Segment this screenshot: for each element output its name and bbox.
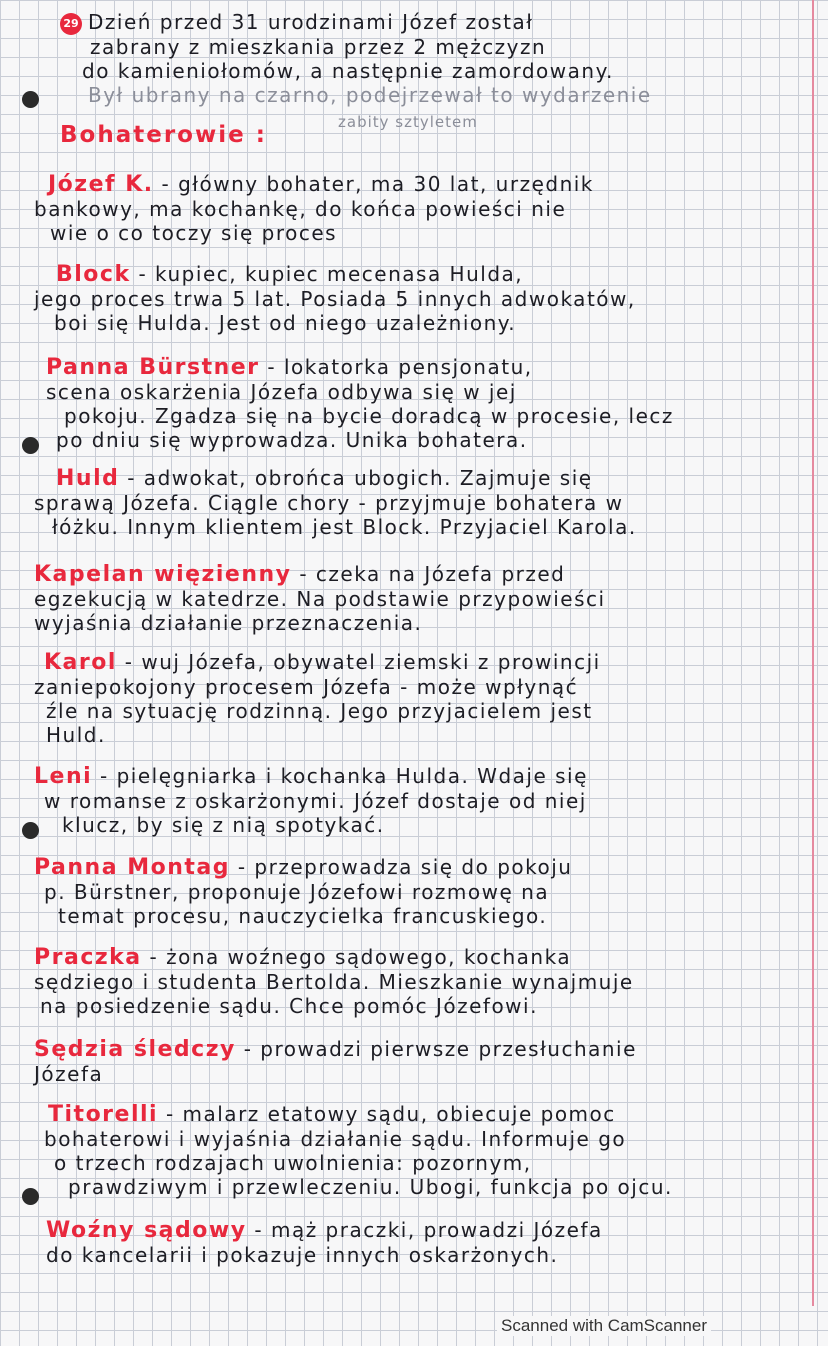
intro-gray-line: Był ubrany na czarno, podejrzewał to wydarzenie — [88, 82, 652, 107]
character-name: Woźny sądowy — [46, 1218, 247, 1243]
character-entry: Praczka - żona woźnego sądowego, kochanka sędziego i studenta Bertolda. Mieszkanie wynajmuje na posiedzenie sądu. Chce pomóc Józefowi. — [34, 945, 634, 1018]
character-name: Titorelli — [48, 1102, 159, 1127]
character-name: Panna Montag — [34, 855, 230, 880]
character-entry: Titorelli - malarz etatowy sądu, obiecuje pomoc bohaterowi i wyjaśnia działanie sądu. Informuje go o trzech rodzajach uwolnienia: pozornym, prawdziwym i przewleczeniu. Ubogi, funkcja po ojcu. — [44, 1102, 673, 1199]
section-heading: Bohaterowie : — [60, 122, 267, 148]
character-entry: Panna Bürstner - lokatorka pensjonatu, scena oskarżenia Józefa odbywa się w jej pokoju. Zgadza się na bycie doradcą w procesie, lecz po dniu się wyprowadza. Unika bohatera. — [46, 355, 674, 452]
intro-line-3: do kamieniołomów, a następnie zamordowany. — [82, 58, 614, 83]
intro-block — [60, 10, 802, 107]
character-entry: Józef K. - główny bohater, ma 30 lat, urzędnik bankowy, ma kochankę, do końca powieści nie wie o co toczy się proces — [34, 172, 594, 245]
character-entry: Block - kupiec, kupiec mecenasa Hulda, jego proces trwa 5 lat. Posiada 5 innych adwokatów, boi się Hulda. Jest od niego uzależniony. — [34, 262, 636, 335]
character-entry: Panna Montag - przeprowadza się do pokoju p. Bürstner, proponuje Józefowi rozmowę na temat procesu, nauczycielka francuskiego. — [34, 855, 573, 928]
character-name: Block — [56, 262, 131, 287]
binder-hole — [22, 91, 39, 108]
character-entry: Karol - wuj Józefa, obywatel ziemski z prowincji zaniepokojony procesem Józefa - może wpłynąć źle na sytuację rodzinną. Jego przyjacielem jest Huld. — [34, 650, 601, 747]
scanner-watermark: Scanned with CamScanner — [497, 1316, 711, 1336]
character-entry: Woźny sądowy - mąż praczki, prowadzi Józefa do kancelarii i pokazuje innych oskarżonych. — [46, 1218, 603, 1267]
character-name: Panna Bürstner — [46, 355, 260, 380]
intro-line-2: zabrany z mieszkania przez 2 mężczyzn — [90, 34, 547, 59]
character-name: Karol — [44, 650, 117, 675]
character-name: Huld — [56, 466, 120, 491]
margin-line — [812, 0, 814, 1306]
character-name: Józef K. — [48, 172, 154, 197]
character-name: Kapelan więzienny — [34, 562, 292, 587]
character-name: Leni — [34, 764, 93, 789]
character-entry: Kapelan więzienny - czeka na Józefa przed egzekucją w katedrze. Na podstawie przypowieści wyjaśnia działanie przeznaczenia. — [34, 562, 606, 635]
character-name: Sędzia śledczy — [34, 1037, 236, 1062]
intro-gray-note: zabity sztyletem — [338, 113, 478, 131]
character-entry: Huld - adwokat, obrońca ubogich. Zajmuje się sprawą Józefa. Ciągle chory - przyjmuje bohatera w łóżku. Innym klientem jest Block. Przyjaciel Karola. — [34, 466, 637, 539]
character-entry: Sędzia śledczy - prowadzi pierwsze przesłuchanie Józefa — [34, 1037, 637, 1086]
page-number-badge: 29 — [60, 13, 82, 35]
intro-line-1: 29 Dzień przed 31 urodzinami Józef został — [60, 10, 802, 35]
character-name: Praczka — [34, 945, 142, 970]
character-entry: Leni - pielęgniarka i kochanka Hulda. Wdaje się w romanse z oskarżonymi. Józef dostaje od niej klucz, by się z nią spotykać. — [34, 764, 588, 837]
